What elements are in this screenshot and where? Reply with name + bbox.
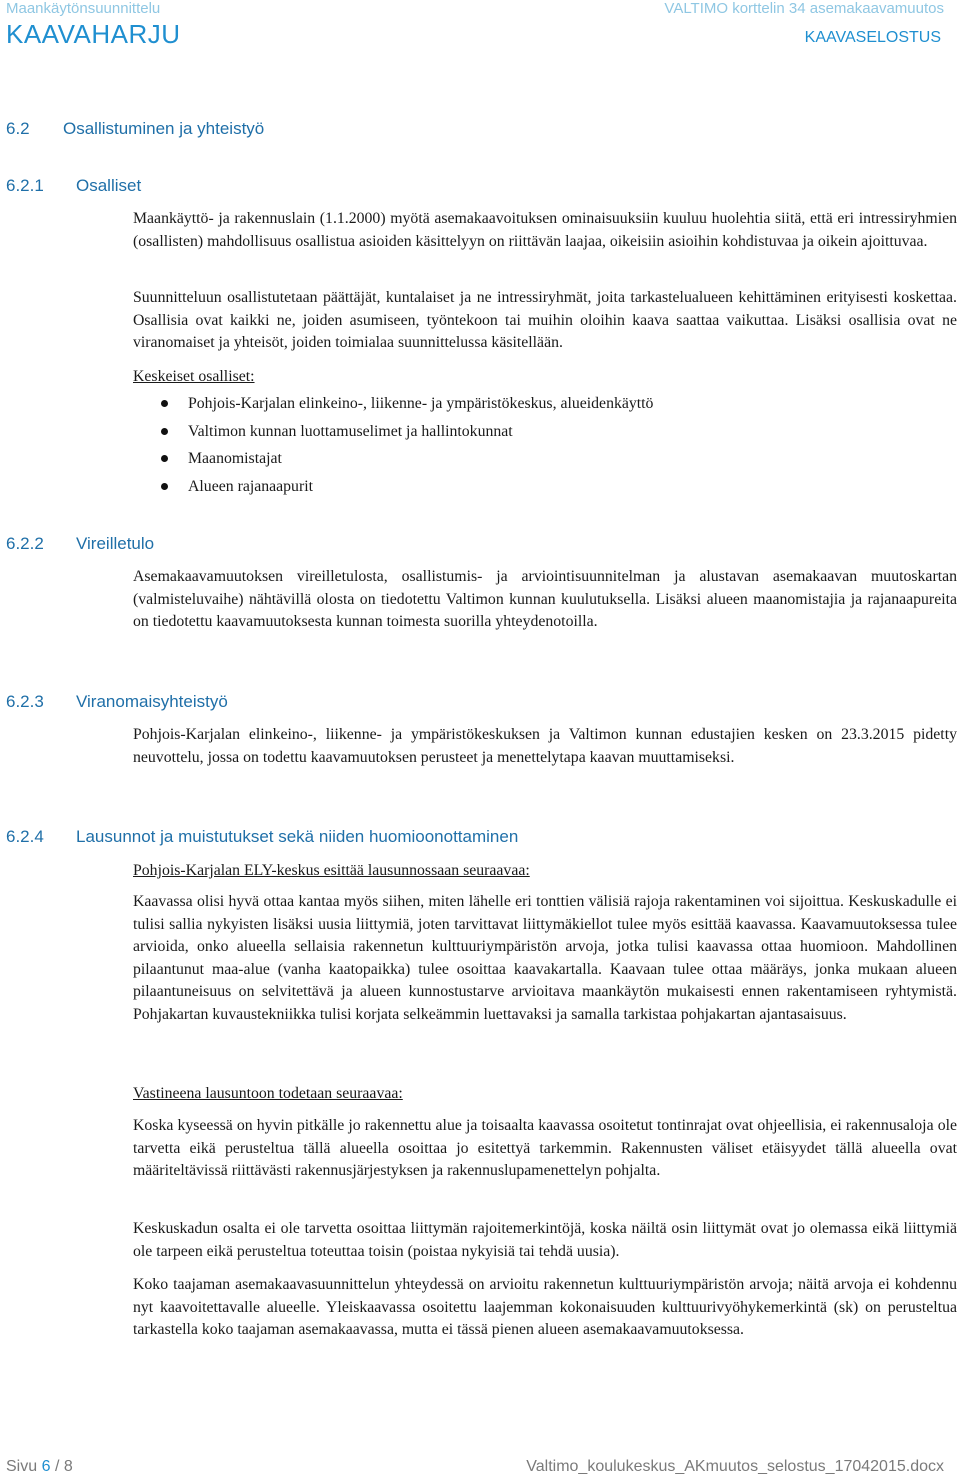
key-stakeholders-list	[133, 393, 653, 503]
list-item-text: Maanomistajat	[188, 450, 282, 467]
reply-label: Vastineena lausuntoon todetaan seuraavaa:	[133, 1085, 403, 1102]
header-brand: KAAVAHARJU	[6, 19, 181, 49]
ely-statement-label: Pohjois-Karjalan ELY-keskus esittää lausunnossaan seuraavaa:	[133, 862, 530, 879]
heading-6-2-4	[6, 826, 518, 848]
page-prefix: Sivu	[6, 1458, 38, 1475]
heading-title: Lausunnot ja muistutukset sekä niiden huomioonottaminen	[76, 827, 519, 846]
reply-paragraph-3: Koko taajaman asemakaavasuunnittelun yhteydessä on arvioitu rakennetun kulttuuriympäristön arvoja; näitä arvoja ei kohdennu nyt kaavoitettavalle alueelle. Yleiskaavassa osoitettu laajemman kokonaisuuden kulttuurivyöhykemerkintä (sk) on perusteltua tarkastella koko taajaman asemakaavassa, mutta ei tässä pienen alueen asemakaavamuutoksessa.	[133, 1276, 957, 1338]
heading-6-2-1	[6, 175, 141, 197]
heading-number: 6.2.2	[6, 534, 44, 553]
ely-statement-paragraph: Kaavassa olisi hyvä ottaa kantaa myös siihen, miten lähelle eri tonttien välisiä rajoja rakentaminen voi sijoittua. Keskuskadulle ei tulisi sallia nykyisten lisäksi uusia liittymiä, joten tarvittavat liittymäkiellot tulee myös esittää kaavassa. Kaavamuutoksessa tulee arvioida, onko alueella sellaisia rakennetun kulttuuriympäristön arvoja, jotka tulisi kaavassa ottaa huomioon. Mahdollinen pilaantunut maa-alue (vanha kaatopaikka) tulee osoittaa kaavakartalla. Kaavaan tulee ottaa määräys, jonka mukaan alueen pilaantuneisuus on selvitettävä ja alueen kunnostustarve arvioitava maankäytön mukaisesti ennen rakentamiseen ryhtymistä. Pohjakartan kuvaustekniikka tulisi korjata selkeämmin luettavaksi ja samalla tarkistaa pohjakartan ajantasaisuus.	[133, 893, 957, 1023]
heading-title: Vireilletulo	[76, 534, 155, 553]
list-item-text: Pohjois-Karjalan elinkeino-, liikenne- ja ympäristökeskus, alueidenkäyttö	[188, 395, 654, 412]
heading-title: Viranomaisyhteistyö	[76, 692, 228, 711]
heading-title: Osallistuminen ja yhteistyö	[63, 119, 265, 138]
reply-paragraph-1: Koska kyseessä on hyvin pitkälle jo rakennettu alue ja toisaalta kaavassa osoitetut tontinrajat ovat ohjeellisia, ei rakennusaloja ole tarvetta eikä perusteltua tällä alueella osoittaa jo esitettyä tarkemmin. Rakennusten väliset etäisyydet tällä alueella ovat määriteltävissä riittävästi rakennusjärjestyksen ja rakennuslupamenettelyn pohjalta.	[133, 1117, 957, 1179]
page-current: 6	[41, 1458, 51, 1475]
list-item	[133, 448, 653, 476]
list-item	[133, 476, 653, 504]
header-doc-type: KAAVASELOSTUS	[804, 29, 941, 46]
bullet-icon	[161, 483, 168, 490]
vireilletulo-paragraph: Asemakaavamuutoksen vireilletulosta, osallistumis- ja arviointisuunnitelman ja alustavan asemakaavan muutoskartan (valmisteluvaihe) nähtävillä olosta on tiedotettu Valtimon kunnan kuulutuksella. Lisäksi alueen maanomistajia ja rajanaapureita on tiedotettu kaavamuutoksesta kunnan toimesta suorilla yhteydenotoilla.	[133, 568, 957, 630]
heading-number: 6.2	[6, 119, 30, 138]
osalliset-paragraph-1: Maankäyttö- ja rakennuslain (1.1.2000) myötä asemakaavoituksen ominaisuuksiin kuuluu huolehtia siitä, että eri intressiryhmien (osallisten) mahdollisuus osallistua asioiden käsittelyyn on riittävän laajaa, oikeisiin asioihin kohdistuvaa ja oikein ajoittuvaa.	[133, 210, 957, 250]
key-stakeholders-label: Keskeiset osalliset:	[133, 368, 255, 385]
page-number	[6, 1457, 73, 1477]
heading-6-2-2	[6, 533, 154, 555]
heading-number: 6.2.3	[6, 692, 44, 711]
list-item-text: Valtimon kunnan luottamuselimet ja hallintokunnat	[188, 422, 513, 440]
heading-title: Osalliset	[76, 176, 142, 195]
viranomaisyhteistyo-paragraph: Pohjois-Karjalan elinkeino-, liikenne- ja ympäristökeskuksen ja Valtimon kunnan edustajien kesken on 23.3.2015 pidetty neuvottelu, jossa on todettu kaavamuutoksen perusteet ja menettelytapa kaavan muuttamiseksi.	[133, 726, 957, 766]
osalliset-paragraph-2: Suunnitteluun osallistutetaan päättäjät, kuntalaiset ja ne intressiryhmät, joita tarkastelualueen kehittäminen erityisesti koskettaa. Osallisia ovat kaikki ne, joiden asumiseen, työntekoon tai muihin oloihin kaava saattaa vaikuttaa. Lisäksi osallisia ovat ne viranomaiset ja yhteisöt, joiden toimialaa suunnittelussa käsitellään.	[133, 289, 957, 351]
reply-paragraph-2: Keskuskadun osalta ei ole tarvetta osoittaa liittymän rajoitemerkintöjä, koska näiltä osin liittymät ovat jo olemassa eikä liittymiä ole tarpeen eikä perusteltua toteuttaa toisin (poistaa nykyisiä tai tehdä uusia).	[133, 1220, 957, 1260]
bullet-icon	[161, 455, 168, 462]
page-total: 8	[63, 1458, 73, 1475]
list-item	[133, 393, 653, 421]
page-separator: /	[54, 1458, 60, 1475]
heading-6-2-3	[6, 691, 228, 713]
heading-number: 6.2.4	[6, 827, 44, 846]
bullet-icon	[161, 428, 168, 435]
header-project-title: VALTIMO korttelin 34 asemakaavamuutos	[664, 0, 944, 17]
footer-filename: Valtimo_koulukeskus_AKmuutos_selostus_17042015.docx	[526, 1458, 944, 1475]
bullet-icon	[161, 400, 168, 407]
heading-number: 6.2.1	[6, 176, 44, 195]
heading-6-2	[6, 118, 264, 140]
list-item	[133, 421, 653, 449]
list-item-text: Alueen rajanaapurit	[188, 477, 313, 495]
header-org-name: Maankäytönsuunnittelu	[6, 0, 161, 17]
